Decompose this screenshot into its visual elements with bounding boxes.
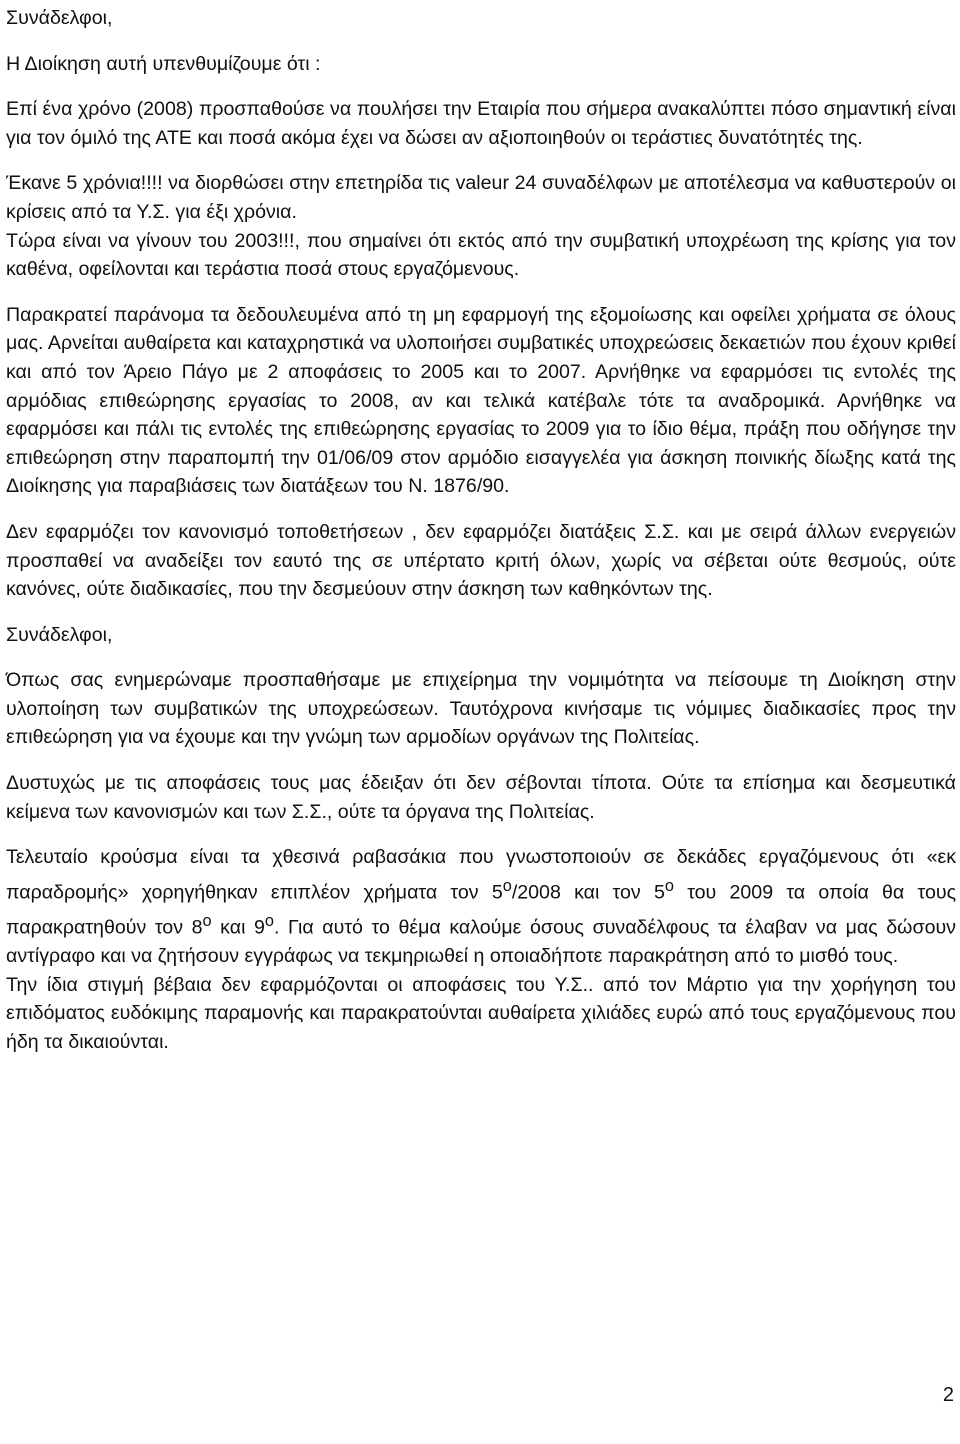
greeting-second: Συνάδελφοι,	[6, 623, 113, 646]
paragraph-withheld-wages: Παρακρατεί παράνομα τα δεδουλευμένα από τη μη εφαρμογή της εξομοίωσης και οφείλει χρήματα σε όλους μας. Αρνείται αυθαίρετα και καταχρηστικά να υλοποιήσει συμβατικές υποχρεώσεις δεκαετιών που έχουν κριθεί και από τον Άρειο Πάγο με 2 αποφάσεις το 2005 και το 2007. Αρνήθηκε να εφαρμόσει τις εντολές της αρμόδιας επιθεώρησης εργασίας το 2008, αν και τελικά κατέβαλε τότε τα αναδρομικά. Αρνήθηκε να εφαρμόσει και πάλι τις εντολές της επιθεώρησης εργασίας το 2009 για το ίδιο θέμα, πράξη που οδήγησε την επιθεώρηση στην παραπομπή την 01/06/09 στον αρμόδιο εισαγγελέα για άσκηση ποινικής δίωξης κατά της Διοίκησης για παραβιάσεις των διατάξεων του Ν. 1876/90.	[6, 303, 956, 498]
ordinal-sup-1: ο	[502, 876, 512, 895]
greeting-heading: Συνάδελφοι,	[6, 7, 113, 29]
paragraph-allowance: Την ίδια στιγμή βέβαια δεν εφαρμόζονται οι αποφάσεις του Υ.Σ.. από τον Μάρτιο για την χορήγηση του επιδόματος ευδόκιμης παραμονής και παρακρατούνται αυθαίρετα χιλιάδες ευρώ από τους εργαζόμενους που ήδη τα δικαιούνται.	[6, 973, 956, 1053]
ordinal-sup-3: ο	[202, 911, 212, 930]
intro-line: Η Διοίκηση αυτή υπενθυμίζουμε ότι :	[6, 52, 321, 75]
payment-text-a: Τελευταίο κρούσμα είναι τα χθεσινά ραβασάκια που γνωστοποιούν σε δεκάδες εργαζόμενους ότι «εκ παραδρομής» χορηγήθηκαν επιπλέον χρήματα τον 5	[6, 846, 956, 904]
paragraph-valeur-correction: Έκανε 5 χρόνια!!!! να διορθώσει στην επετηρίδα τις valeur 24 συναδέλφων με αποτέλεσμα να καθυστερούν οι κρίσεις από τα Υ.Σ. για έξι χρόνια.	[6, 172, 956, 223]
payment-text-b: /2008 και τον 5	[511, 881, 665, 904]
payment-text-c: του 2009 τα οποία θα τους παρακρατηθούν τον 8	[6, 881, 957, 939]
paragraph-sale-attempt: Επί ένα χρόνο (2008) προσπαθούσε να πουλήσει την Εταιρία που σήμερα ανακαλύπτει πόσο σημαντική είναι για τον όμιλό της ΑΤΕ και ποσά ακόμα έχει να δώσει αν αξιοποιηθούν οι τεράστιες δυνατότητές της.	[6, 98, 956, 149]
payment-text-e: . Για αυτό το θέμα καλούμε όσους συναδέλφους τα έλαβαν να μας δώσουν αντίγραφο και να ζητήσουν εγγράφως να τεκμηριωθεί η οποιαδήποτε παρακράτηση από το μισθό τους.	[6, 916, 956, 968]
ordinal-sup-2: ο	[664, 876, 674, 895]
paragraph-decisions-disrespect: Δυστυχώς με τις αποφάσεις τους μας έδειξαν ότι δεν σέβονται τίποτα. Ούτε τα επίσημα και δεσμευτικά κείμενα των κανονισμών και των Σ.Σ., ούτε τα όργανα της Πολιτείας.	[6, 772, 956, 823]
paragraph-payment-notes	[6, 843, 956, 970]
page-number: 2	[942, 1384, 954, 1406]
paragraph-promotions-2003: Τώρα είναι να γίνουν του 2003!!!, που σημαίνει ότι εκτός από την συμβατική υποχρέωση της κρίσης για τον καθένα, οφείλονται και τεράστια ποσά στους εργαζόμενους.	[6, 229, 956, 281]
ordinal-sup-4: ο	[264, 911, 275, 930]
document-page	[6, 0, 956, 1056]
paragraph-legality-efforts: Όπως σας ενημερώναμε προσπαθήσαμε με επιχείρημα την νομιμότητα να πείσουμε τη Διοίκηση στην υλοποίηση των συμβατικών της υποχρεώσεων. Ταυτόχρονα κινήσαμε τις νόμιμες διαδικασίες προς την επιθεώρηση για να έχουμε και την γνώμη των αρμοδίων οργάνων της Πολιτείας.	[6, 669, 956, 749]
paragraph-placement-rules: Δεν εφαρμόζει τον κανονισμό τοποθετήσεων , δεν εφαρμόζει διατάξεις Σ.Σ. και με σειρά άλλων ενεργειών προσπαθεί να αναδείξει τον εαυτό της σε υπέρτατο κριτή όλων, χωρίς να σέβεται ούτε θεσμούς, ούτε κανόνες, ούτε διαδικασίες, που την δεσμεύουν στην άσκηση των καθηκόντων της.	[6, 520, 956, 601]
payment-text-d: και 9	[211, 916, 265, 939]
